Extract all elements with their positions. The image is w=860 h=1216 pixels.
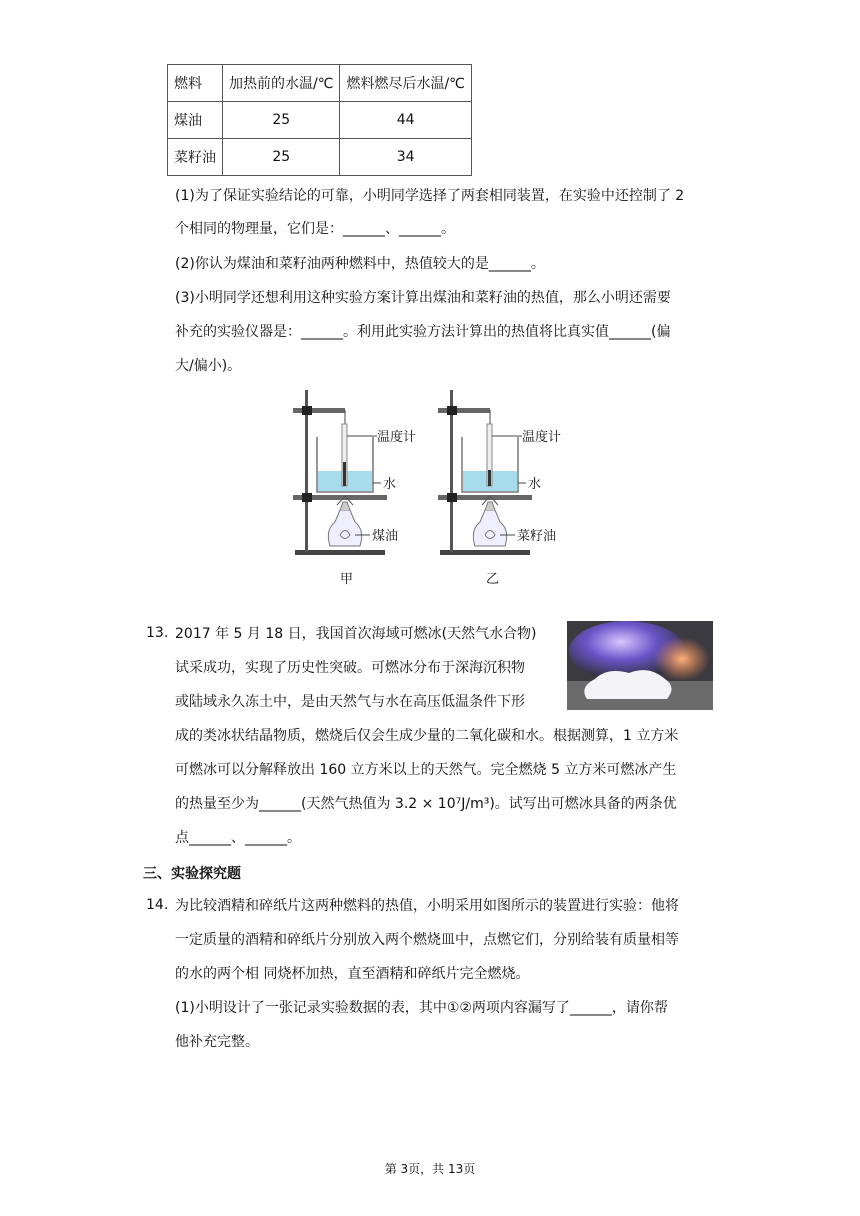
section-heading: 三、实验探究题	[143, 866, 241, 882]
label-thermometer-right: 温度计	[522, 430, 562, 445]
fuel-temperature-table	[167, 64, 472, 176]
label-water-left: 水	[383, 477, 397, 492]
q12-part3-line3: 大/偏小)。	[175, 358, 242, 374]
q13-line: 2017 年 5 月 18 日，我国首次海域可燃冰(天然气水合物)	[175, 626, 537, 642]
table-header-cell: 燃料燃尽后水温/℃	[340, 65, 471, 102]
caption-left: 甲	[340, 572, 354, 587]
q14-line: 他补充完整。	[175, 1034, 259, 1050]
q13-line: 或陆域永久冻土中，是由天然气与水在高压低温条件下形	[175, 694, 525, 710]
q12-part2: (2)你认为煤油和菜籽油两种燃料中，热值较大的是______。	[175, 256, 545, 272]
label-rapeseed-oil: 菜籽油	[517, 529, 557, 544]
q14-line: 为比较酒精和碎纸片这两种燃料的热值，小明采用如图所示的装置进行实验：他将	[175, 898, 679, 914]
apparatus-figure	[285, 380, 585, 592]
table-row	[168, 102, 472, 139]
table-cell: 煤油	[168, 102, 223, 139]
table-header-row	[168, 65, 472, 102]
table-cell: 菜籽油	[168, 139, 223, 176]
table-header-cell: 加热前的水温/℃	[223, 65, 340, 102]
q14-line: 的水的两个相 同烧杯加热，直至酒精和碎纸片完全燃烧。	[175, 966, 530, 982]
q13-line: 的热量至少为______(天然气热值为 3.2 × 10⁷J/m³)。试写出可燃冰具备的两条优	[175, 796, 677, 812]
q12-part1-line2: 个相同的物理量，它们是：______、______。	[175, 221, 455, 237]
label-thermometer-left: 温度计	[377, 430, 417, 445]
table-cell: 25	[223, 102, 340, 139]
q13-line: 成的类冰状结晶物质，燃烧后仅会生成少量的二氧化碳和水。根据测算，1 立方米	[175, 728, 679, 744]
q14-number: 14.	[146, 897, 169, 913]
page-footer: 第 3页，共 13页	[384, 1162, 476, 1176]
q14-line: 一定质量的酒精和碎纸片分别放入两个燃烧皿中，点燃它们，分别给装有质量相等	[175, 932, 679, 948]
table-cell: 44	[340, 102, 471, 139]
table-row	[168, 139, 472, 176]
q13-line: 可燃冰可以分解释放出 160 立方米以上的天然气。完全燃烧 5 立方米可燃冰产生	[175, 762, 677, 778]
q14-line: (1)小明设计了一张记录实验数据的表，其中①②两项内容漏写了______，请你帮	[175, 1000, 668, 1016]
q12-part3-line1: (3)小明同学还想利用这种实验方案计算出煤油和菜籽油的热值，那么小明还需要	[175, 290, 671, 306]
q12-part3-line2: 补充的实验仪器是：______。利用此实验方法计算出的热值将比真实值______(偏	[175, 324, 671, 340]
caption-right: 乙	[486, 572, 500, 587]
q13-line: 试采成功，实现了历史性突破。可燃冰分布于深海沉积物	[175, 660, 525, 676]
label-water-right: 水	[528, 477, 542, 492]
table-cell: 34	[340, 139, 471, 176]
table-cell: 25	[223, 139, 340, 176]
q12-part1-line1: (1)为了保证实验结论的可靠，小明同学选择了两套相同装置，在实验中还控制了 2	[175, 188, 685, 204]
combustible-ice-photo	[567, 621, 713, 710]
q13-line: 点______、______。	[175, 830, 301, 846]
q13-number: 13.	[146, 625, 169, 641]
table-header-cell: 燃料	[168, 65, 223, 102]
label-kerosene: 煤油	[372, 529, 399, 544]
